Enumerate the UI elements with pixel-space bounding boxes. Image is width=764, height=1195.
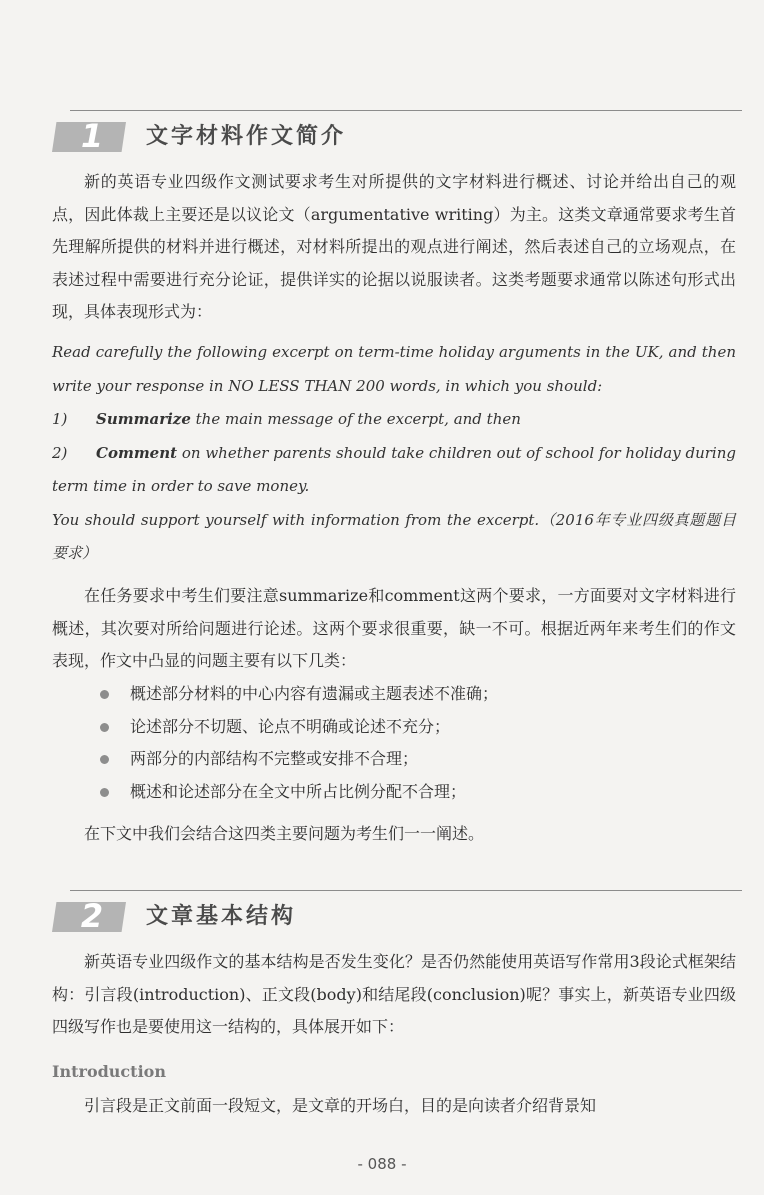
prompt-item-2: 2) Comment on whether parents should take children out of school for holiday during term time in order to save money.: [52, 443, 736, 495]
bullet-dot-icon: [100, 690, 109, 699]
list-item: 两部分的内部结构不完整或安排不合理；: [100, 743, 740, 776]
bullet-dot-icon: [100, 755, 109, 764]
list-item: 概述和论述部分在全文中所占比例分配不合理；: [100, 776, 740, 809]
prompt-item-1: 1) Summarize the main message of the excerpt, and then: [52, 410, 521, 428]
bullet-dot-icon: [100, 788, 109, 797]
structure-paragraph: 新英语专业四级作文的基本结构是否发生变化？是否仍然能使用英语写作常用3段论式框架结构：引言段(introduction)、正文段(body)和结尾段(conclusion)呢？事实上，新英语专业四级四级写作也是要使用这一结构的，具体展开如下：: [52, 952, 736, 1036]
prompt-closing: You should support yourself with information from the excerpt.（2016年专业四级真题题目要求）: [52, 510, 736, 562]
section-2-header: [52, 890, 742, 938]
section-title: 文章基本结构: [146, 904, 297, 929]
task-paragraph: 在任务要求中考生们要注意summarize和comment这两个要求，一方面要对文字材料进行概述，其次要对所给问题进行论述。这两个要求很重要，缺一不可。根据近两年来考生们的作文表现，作文中凸显的问题主要有以下几类：: [52, 586, 736, 670]
transition-paragraph: 在下文中我们会结合这四类主要问题为考生们一一阐述。: [84, 824, 485, 843]
problem-list: [100, 678, 740, 808]
introduction-paragraph: 引言段是正文前面一段短文，是文章的开场白，目的是向读者介绍背景知: [84, 1096, 597, 1115]
prompt-intro: Read carefully the following excerpt on term-time holiday arguments in the UK, and then write your response in NO LESS THAN 200 words, in which you should:: [52, 343, 736, 395]
section-number: 1: [80, 117, 104, 155]
section-1-header: [52, 110, 742, 158]
section-title: 文字材料作文简介: [146, 124, 347, 149]
section-rule: [70, 890, 742, 891]
list-item: 概述部分材料的中心内容有遗漏或主题表述不准确；: [100, 678, 740, 711]
prompt-source: （2016年专业四级真题题目要求）: [52, 510, 736, 562]
bullet-dot-icon: [100, 723, 109, 732]
list-item: 论述部分不切题、论点不明确或论述不充分；: [100, 711, 740, 744]
subheading-introduction: Introduction: [52, 1062, 166, 1081]
exam-prompt: [52, 336, 736, 571]
section-rule: [70, 110, 742, 111]
page-number: - 088 -: [357, 1155, 407, 1173]
intro-paragraph: 新的英语专业四级作文测试要求考生对所提供的文字材料进行概述、讨论并给出自己的观点，因此体裁上主要还是以议论文（argumentative writing）为主。这类文章通常要求考生首先理解所提供的材料并进行概述，对材料所提出的观点进行阐述，然后表述自己的立场观点，在表述过程中需要进行充分论证，提供详实的论据以说服读者。这类考题要求通常以陈述句形式出现，具体表现形式为：: [52, 172, 736, 321]
section-number: 2: [80, 897, 104, 935]
